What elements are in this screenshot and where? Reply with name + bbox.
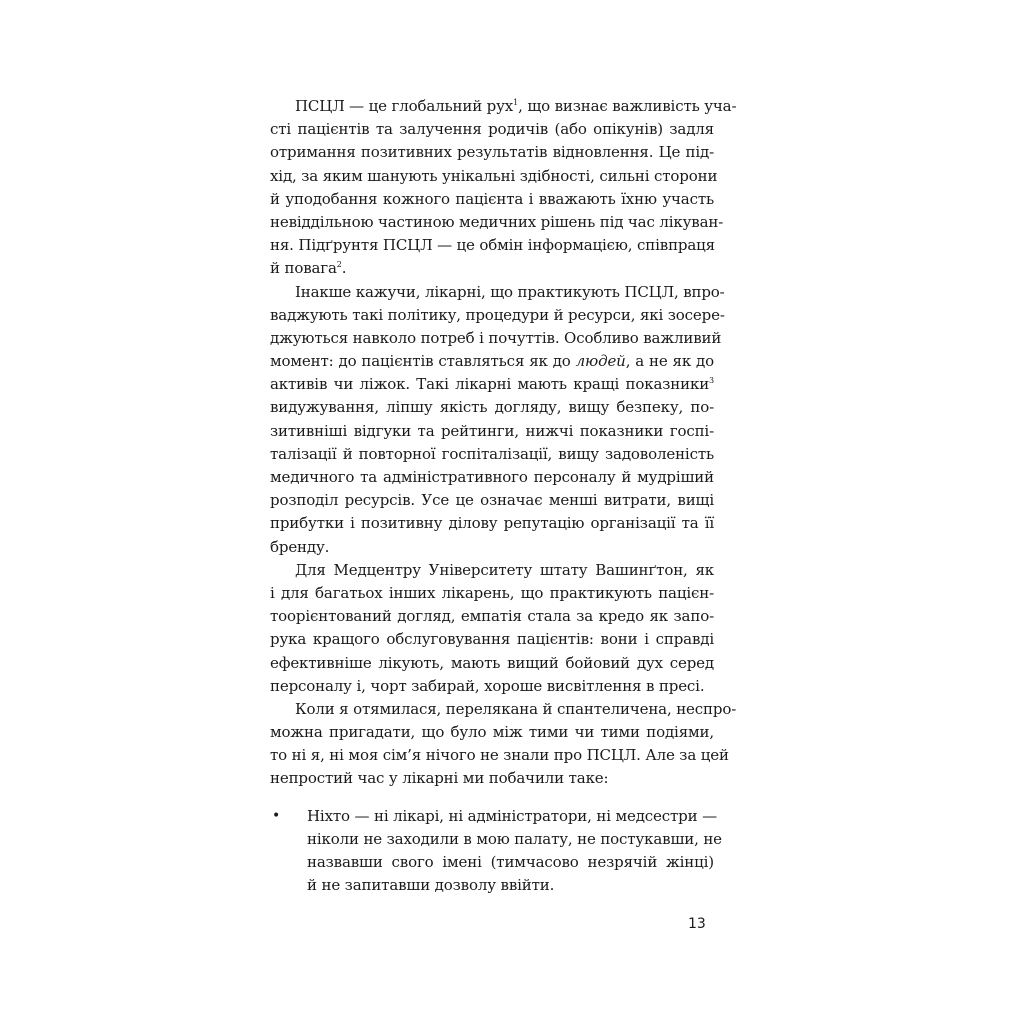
text-segment: й уподобання кожного пацієнта і вважають їхню участь	[270, 189, 714, 208]
paragraphs	[270, 95, 737, 791]
text-line	[270, 396, 714, 419]
text-segment: медичного та адміністративного персоналу й мудріший	[270, 468, 714, 486]
text-segment: бренду.	[270, 537, 330, 556]
text-line	[270, 744, 729, 767]
paragraph	[270, 281, 725, 559]
text-segment: момент: до пацієнтів ставляться як до	[270, 352, 576, 371]
paragraph	[270, 559, 714, 698]
text-line	[270, 443, 714, 466]
text-segment: сті пацієнтів та залучення родичів (або опікунів) задля	[270, 120, 714, 139]
page-text-body	[270, 95, 737, 897]
text-line	[270, 165, 718, 188]
text-line	[270, 536, 714, 559]
text-segment: персоналу і, чорт забирай, хороше висвітлення в пресі.	[270, 676, 705, 695]
text-segment: , що визнає важливість уча-	[518, 97, 737, 115]
text-line	[270, 767, 714, 790]
text-segment: ваджують такі політику, процедури й ресурси, які зосере-	[270, 305, 725, 324]
text-segment: талізації й повторної госпіталізації, вищу задоволеність	[270, 444, 714, 463]
bullet-item	[270, 805, 722, 898]
text-segment: непростий час у лікарні ми побачили таке:	[270, 769, 609, 788]
text-segment: прибутки і позитивну ділову репутацію організації та її	[270, 514, 714, 533]
text-segment: активів чи ліжок. Такі лікарні мають кращі показники	[270, 375, 710, 394]
text-line	[307, 805, 717, 828]
text-line	[270, 466, 714, 489]
paragraph	[270, 698, 737, 791]
text-segment: невіддільною частиною медичних рішень під час лікуван-	[270, 212, 724, 231]
text-segment: .	[341, 259, 347, 278]
text-segment: , а не як до	[625, 352, 714, 371]
text-segment: ефективніше лікують, мають вищий бойовий дух серед	[270, 653, 714, 672]
text-line	[270, 605, 714, 628]
text-segment: Коли я отямилася, перелякана й спантеличена, неспро-	[295, 699, 737, 718]
text-segment: Інакше кажучи, лікарні, що практикують ПСЦЛ, впро-	[295, 282, 725, 301]
text-segment: джуються навколо потреб і почуттів. Особливо важливий	[270, 328, 722, 347]
text-segment: ПСЦЛ — це глобальний рух	[295, 97, 514, 115]
text-segment: видужування, ліпшу якість догляду, вищу безпеку, по-	[270, 398, 714, 417]
text-line	[270, 373, 714, 396]
text-line	[270, 234, 714, 257]
text-line	[270, 420, 714, 443]
footnote-reference: 2	[336, 260, 342, 270]
text-line	[270, 281, 725, 304]
text-line	[270, 489, 714, 512]
text-segment: то ні я, ні моя сім’я нічого не знали про ПСЦЛ. Але за цей	[270, 746, 729, 765]
text-segment: назвавши свого імені (тимчасово незрячій жінці)	[307, 853, 714, 871]
text-segment: й повага	[270, 259, 337, 278]
text-line	[270, 118, 714, 141]
text-segment: хід, за яким шанують унікальні здібності, сильні сторони	[270, 166, 718, 185]
text-line	[270, 211, 724, 234]
text-segment: і для багатьох інших лікарень, що практикують пацієн-	[270, 583, 714, 602]
text-line	[270, 582, 714, 605]
text-line	[270, 350, 714, 373]
text-line	[270, 652, 714, 675]
text-segment: отримання позитивних результатів відновлення. Це під-	[270, 143, 714, 162]
page-number: 13	[688, 916, 706, 932]
text-segment: Ніхто — ні лікарі, ні адміністратори, ні медсестри —	[307, 806, 717, 825]
text-segment: Для Медцентру Університету штату Вашинґтон, як	[295, 560, 714, 579]
text-line	[270, 304, 725, 327]
text-line	[270, 721, 714, 744]
text-segment: ня. Підґрунтя ПСЦЛ — це обмін інформацією, співпраця	[270, 236, 715, 255]
text-segment: зитивніші відгуки та рейтинги, нижчі показники госпі-	[270, 421, 714, 440]
spacer	[270, 791, 714, 805]
emphasized-text: людей	[575, 352, 626, 371]
text-line	[270, 95, 737, 118]
text-line	[270, 675, 714, 698]
text-segment: тоорієнтований догляд, емпатія стала за кредо як запо-	[270, 607, 714, 626]
text-line	[270, 628, 714, 651]
text-line	[307, 851, 714, 874]
footnote-reference: 3	[709, 376, 714, 386]
text-line	[270, 559, 714, 582]
footnote-reference: 1	[513, 98, 519, 107]
paragraph	[270, 95, 737, 281]
text-segment: ніколи не заходили в мою палату, не постукавши, не	[307, 829, 722, 848]
text-line	[307, 874, 714, 897]
text-line	[270, 257, 714, 280]
text-line	[270, 698, 737, 721]
text-line	[270, 512, 714, 535]
text-line	[270, 188, 714, 211]
bullet-list	[270, 805, 722, 898]
bullet-text	[307, 805, 722, 898]
text-line	[270, 141, 714, 164]
text-segment: рука кращого обслуговування пацієнтів: вони і справді	[270, 630, 714, 649]
text-line	[270, 327, 722, 350]
text-segment: й не запитавши дозволу ввійти.	[307, 876, 555, 895]
bullet-icon: •	[272, 807, 281, 824]
text-line	[307, 828, 722, 851]
text-segment: розподіл ресурсів. Усе це означає менші витрати, вищі	[270, 491, 714, 510]
text-segment: можна пригадати, що було між тими чи тими подіями,	[270, 723, 714, 742]
